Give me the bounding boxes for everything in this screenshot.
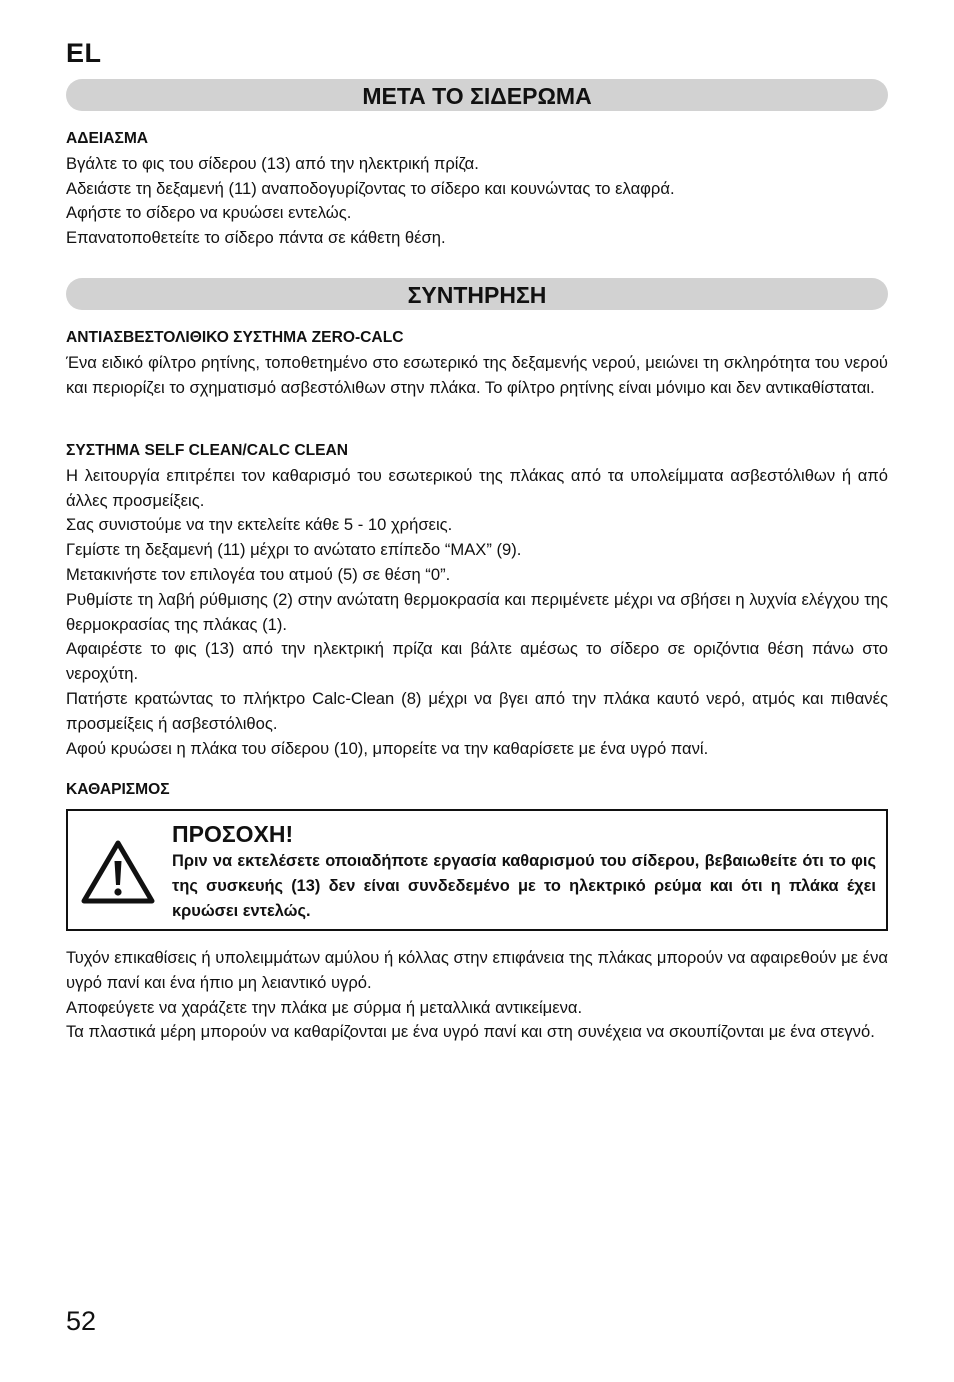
self-clean-paragraph: Γεμίστε τη δεξαμενή (11) μέχρι το ανώτατο επίπεδο “MAX” (9).	[66, 540, 522, 560]
self-clean-paragraph: Ρυθμίστε τη λαβή ρύθμισης (2) στην ανώτατη θερμοκρασία και περιμένετε μέχρι να σβήσει η λυχνία ελέγχου της θερμοκρασίας της πλάκας (1).	[66, 589, 888, 634]
cleaning-paragraph: Τα πλαστικά μέρη μπορούν να καθαρίζονται με ένα υγρό πανί και στη συνέχεια να σκουπίζονται με ένα στεγνό.	[66, 1022, 875, 1042]
cleaning-paragraph: Τυχόν επικαθίσεις ή υπολειμμάτων αμύλου ή κόλλας στην επιφάνεια της πλάκας μπορούν να αφαιρεθούν με ένα υγρό πανί και ένα ήπιο μη λειαντικό υγρό.	[66, 948, 888, 992]
warning-title: ΠΡΟΣΟΧΗ!	[172, 821, 294, 847]
zero-calc-text: Ένα ειδικό φίλτρο ρητίνης, τοποθετημένο στο εσωτερικό της δεξαμενής νερού, μειώνει τη σκληρότητα του νερού και περιορίζει το σχηματισμό ασβεστόλιθων στην πλάκα. Το φίλτρο ρητίνης είναι μόνιμο και δεν αντικαθίσταται.	[66, 352, 888, 397]
language-code: EL	[66, 38, 102, 68]
self-clean-paragraph: Μετακινήστε τον επιλογέα του ατμού (5) σε θέση “0”.	[66, 564, 451, 584]
emptying-block	[66, 127, 888, 251]
cleaning-block	[66, 946, 888, 1045]
cleaning-heading: ΚΑΘΑΡΙΣΜΟΣ	[66, 781, 170, 798]
cleaning-paragraph: Αποφεύγετε να χαράζετε την πλάκα με σύρμα ή μεταλλικά αντικείμενα.	[66, 997, 583, 1017]
section-title-after-ironing: ΜΕΤΑ ΤΟ ΣΙΔΕΡΩΜΑ	[66, 79, 888, 111]
emptying-line: Αφήστε το σίδερο να κρυώσει εντελώς.	[66, 203, 352, 223]
zero-calc-block	[66, 326, 888, 400]
page-number: 52	[66, 1306, 97, 1336]
self-clean-paragraph: Σας συνιστούμε να την εκτελείτε κάθε 5 - 10 χρήσεις.	[66, 515, 453, 535]
emptying-line: Επανατοποθετείτε το σίδερο πάντα σε κάθετη θέση.	[66, 228, 446, 248]
cleaning-heading-block	[66, 778, 888, 803]
self-clean-paragraph: Πατήστε κρατώντας το πλήκτρο Calc-Clean (8) μέχρι να βγει από την πλάκα καυτό νερό, ατμός και πιθανές προσμείξεις ή ασβεστόλιθος.	[66, 688, 888, 733]
zero-calc-heading: ΑΝΤΙΑΣΒΕΣΤΟΛΙΘΙΚΟ ΣΥΣΤΗΜΑ ZERO-CALC	[66, 329, 404, 346]
warning-box	[66, 809, 888, 931]
warning-triangle-icon	[80, 839, 156, 905]
self-clean-heading: ΣΥΣΤΗΜΑ SELF CLEAN/CALC CLEAN	[66, 442, 349, 459]
self-clean-block	[66, 439, 888, 761]
section-title-maintenance: ΣΥΝΤΗΡΗΣΗ	[66, 278, 888, 310]
emptying-line: Βγάλτε το φις του σίδερου (13) από την ηλεκτρική πρίζα.	[66, 153, 479, 173]
self-clean-paragraph: Αφαιρέστε το φις (13) από την ηλεκτρική πρίζα και βάλτε αμέσως το σίδερο σε οριζόντια θέση πάνω στο νεροχύτη.	[66, 639, 888, 684]
self-clean-paragraph: Αφού κρυώσει η πλάκα του σίδερου (10), μπορείτε να την καθαρίσετε με ένα υγρό πανί.	[66, 738, 709, 758]
emptying-line: Αδειάστε τη δεξαμενή (11) αναποδογυρίζοντας το σίδερο και κουνώντας το ελαφρά.	[66, 178, 675, 198]
warning-text: Πριν να εκτελέσετε οποιαδήποτε εργασία καθαρισμού του σίδερου, βεβαιωθείτε ότι το φις της συσκευής (13) δεν είναι συνδεδεμένο με το ηλεκτρικό ρεύμα και ότι η πλάκα έχει κρυώσει εντελώς.	[172, 852, 876, 920]
self-clean-paragraph: Η λειτουργία επιτρέπει τον καθαρισμό του εσωτερικού της πλάκας από τα υπολείμματα ασβεστόλιθων ή από άλλες προσμείξεις.	[66, 465, 888, 510]
emptying-heading: ΑΔΕΙΑΣΜΑ	[66, 130, 149, 147]
